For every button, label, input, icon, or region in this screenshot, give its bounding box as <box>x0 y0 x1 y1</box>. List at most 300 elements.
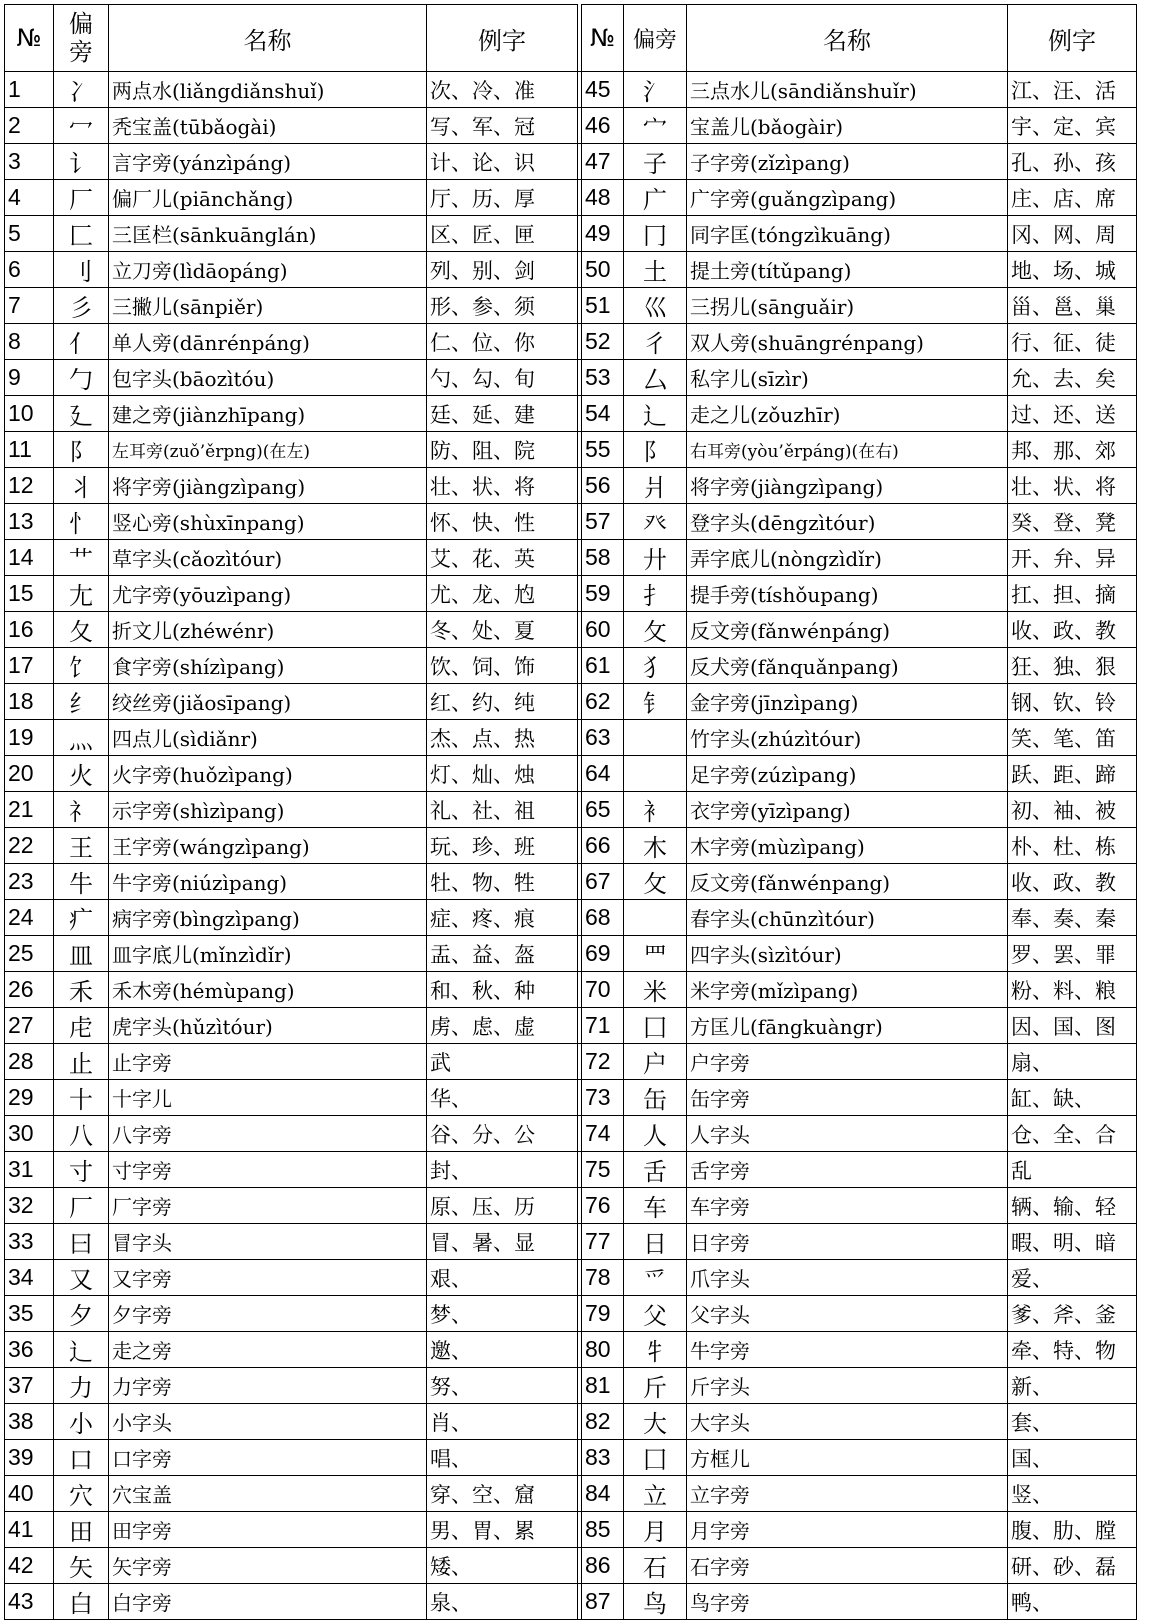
radical-name: 言字旁(yánzìpáng) <box>109 144 427 180</box>
radical-glyph: 车 <box>624 1188 687 1224</box>
row-number: 49 <box>582 216 624 252</box>
radical-glyph: 纟 <box>54 684 109 720</box>
row-number: 52 <box>582 324 624 360</box>
radical-glyph: 厶 <box>624 360 687 396</box>
row-number: 50 <box>582 252 624 288</box>
header-number: № <box>5 5 54 72</box>
radical-name: 石字旁 <box>687 1548 1008 1584</box>
radical-glyph <box>624 900 687 936</box>
radical-name: 三匡栏(sānkuānglán) <box>109 216 427 252</box>
radical-glyph: 扌 <box>624 576 687 612</box>
row-number: 38 <box>5 1404 54 1440</box>
radical-name: 矢字旁 <box>109 1548 427 1584</box>
table-row <box>5 828 1137 864</box>
row-number: 31 <box>5 1152 54 1188</box>
radical-name: 将字旁(jiàngzìpang) <box>687 468 1008 504</box>
radical-glyph: 丬 <box>54 468 109 504</box>
row-number: 74 <box>582 1116 624 1152</box>
radical-glyph: 白 <box>54 1584 109 1620</box>
example-characters: 唱、 <box>427 1440 578 1476</box>
radical-glyph: 牛 <box>54 864 109 900</box>
table-row <box>5 756 1137 792</box>
radical-name: 绞丝旁(jiǎosīpang) <box>109 684 427 720</box>
radical-name: 八字旁 <box>109 1116 427 1152</box>
example-characters: 钢、钦、铃 <box>1008 684 1137 720</box>
example-characters: 冒、暑、显 <box>427 1224 578 1260</box>
example-characters: 套、 <box>1008 1404 1137 1440</box>
row-number: 80 <box>582 1332 624 1368</box>
table-row <box>5 1080 1137 1116</box>
row-number: 8 <box>5 324 54 360</box>
header-radical <box>54 5 109 72</box>
radical-name: 木字旁(mùzìpang) <box>687 828 1008 864</box>
row-number: 34 <box>5 1260 54 1296</box>
radical-name: 单人旁(dānrénpáng) <box>109 324 427 360</box>
radical-glyph: 矢 <box>54 1548 109 1584</box>
row-number: 40 <box>5 1476 54 1512</box>
radical-glyph: 刂 <box>54 252 109 288</box>
radical-name: 食字旁(shízìpang) <box>109 648 427 684</box>
radical-glyph: 爫 <box>624 1260 687 1296</box>
row-number: 87 <box>582 1584 624 1620</box>
radical-name: 寸字旁 <box>109 1152 427 1188</box>
row-number: 67 <box>582 864 624 900</box>
row-number: 19 <box>5 720 54 756</box>
table-row <box>5 684 1137 720</box>
radical-name: 立字旁 <box>687 1476 1008 1512</box>
table-row <box>5 1296 1137 1332</box>
radical-name: 提手旁(tíshǒupang) <box>687 576 1008 612</box>
table-row <box>5 1368 1137 1404</box>
table-row <box>5 972 1137 1008</box>
example-characters: 和、秋、种 <box>427 972 578 1008</box>
radical-name: 皿字底儿(mǐnzìdǐr) <box>109 936 427 972</box>
radical-name: 建之旁(jiànzhīpang) <box>109 396 427 432</box>
header-row <box>5 5 1137 72</box>
table-row <box>5 648 1137 684</box>
radical-name: 舌字旁 <box>687 1152 1008 1188</box>
example-characters: 爱、 <box>1008 1260 1137 1296</box>
example-characters: 形、参、须 <box>427 288 578 324</box>
table-row <box>5 252 1137 288</box>
example-characters: 仁、位、你 <box>427 324 578 360</box>
radical-name: 左耳旁(zuǒ’ěrpng)(在左) <box>109 432 427 468</box>
radical-name: 十字儿 <box>109 1080 427 1116</box>
radical-name: 牛字旁(niúzìpang) <box>109 864 427 900</box>
radical-glyph: 廴 <box>54 396 109 432</box>
radical-name: 四字头(sìzìtóur) <box>687 936 1008 972</box>
row-number: 4 <box>5 180 54 216</box>
radical-name: 春字头(chūnzìtóur) <box>687 900 1008 936</box>
radical-glyph: 木 <box>624 828 687 864</box>
radical-glyph: 小 <box>54 1404 109 1440</box>
radical-name: 竖心旁(shùxīnpang) <box>109 504 427 540</box>
row-number: 85 <box>582 1512 624 1548</box>
example-characters: 玩、珍、班 <box>427 828 578 864</box>
radical-name: 车字旁 <box>687 1188 1008 1224</box>
radical-name: 爪字头 <box>687 1260 1008 1296</box>
radical-glyph <box>624 756 687 792</box>
table-row <box>5 1548 1137 1584</box>
example-characters: 粉、料、粮 <box>1008 972 1137 1008</box>
radical-name: 折文儿(zhéwénr) <box>109 612 427 648</box>
row-number: 57 <box>582 504 624 540</box>
radical-glyph: 礻 <box>54 792 109 828</box>
radical-glyph: 辶 <box>54 1332 109 1368</box>
radical-glyph: 斤 <box>624 1368 687 1404</box>
radical-name: 反文旁(fǎnwénpáng) <box>687 612 1008 648</box>
example-characters: 杰、点、热 <box>427 720 578 756</box>
radical-name: 右耳旁(yòu’ěrpáng)(在右) <box>687 432 1008 468</box>
example-characters: 收、政、教 <box>1008 612 1137 648</box>
example-characters: 孔、孙、孩 <box>1008 144 1137 180</box>
radical-name: 夕字旁 <box>109 1296 427 1332</box>
radical-name: 同字匡(tóngzìkuāng) <box>687 216 1008 252</box>
example-characters: 冬、处、夏 <box>427 612 578 648</box>
radical-name: 走之儿(zǒuzhīr) <box>687 396 1008 432</box>
table-row <box>5 936 1137 972</box>
example-characters: 甾、邕、巢 <box>1008 288 1137 324</box>
example-characters: 缸、缺、 <box>1008 1080 1137 1116</box>
example-characters: 地、场、城 <box>1008 252 1137 288</box>
radical-glyph: 月 <box>624 1512 687 1548</box>
radical-name: 厂字旁 <box>109 1188 427 1224</box>
radical-name: 示字旁(shìzìpang) <box>109 792 427 828</box>
example-characters: 武 <box>427 1044 578 1080</box>
row-number: 55 <box>582 432 624 468</box>
example-characters: 计、论、识 <box>427 144 578 180</box>
radical-name: 方框儿 <box>687 1440 1008 1476</box>
example-characters: 研、砂、磊 <box>1008 1548 1137 1584</box>
radical-glyph: 忄 <box>54 504 109 540</box>
example-characters: 仓、全、合 <box>1008 1116 1137 1152</box>
radical-name: 三撇儿(sānpiěr) <box>109 288 427 324</box>
radical-name: 力字旁 <box>109 1368 427 1404</box>
radical-name: 尤字旁(yōuzìpang) <box>109 576 427 612</box>
table-row <box>5 1152 1137 1188</box>
radical-glyph: 土 <box>624 252 687 288</box>
example-characters: 盂、益、盔 <box>427 936 578 972</box>
radical-name: 穴宝盖 <box>109 1476 427 1512</box>
example-characters: 廷、延、建 <box>427 396 578 432</box>
radical-glyph: 匚 <box>54 216 109 252</box>
example-characters: 因、国、图 <box>1008 1008 1137 1044</box>
table-row <box>5 1476 1137 1512</box>
row-number: 20 <box>5 756 54 792</box>
row-number: 33 <box>5 1224 54 1260</box>
table-row <box>5 720 1137 756</box>
row-number: 83 <box>582 1440 624 1476</box>
radical-name: 子字旁(zǐzìpang) <box>687 144 1008 180</box>
radical-name: 两点水(liǎngdiǎnshuǐ) <box>109 72 427 108</box>
radical-glyph: 十 <box>54 1080 109 1116</box>
radical-glyph: 立 <box>624 1476 687 1512</box>
radical-name: 反文旁(fǎnwénpang) <box>687 864 1008 900</box>
radical-glyph: 又 <box>54 1260 109 1296</box>
radical-glyph: 火 <box>54 756 109 792</box>
row-number: 24 <box>5 900 54 936</box>
radical-name: 冒字头 <box>109 1224 427 1260</box>
row-number: 71 <box>582 1008 624 1044</box>
radical-glyph: 父 <box>624 1296 687 1332</box>
row-number: 62 <box>582 684 624 720</box>
row-number: 22 <box>5 828 54 864</box>
table-row <box>5 900 1137 936</box>
radical-glyph: 田 <box>54 1512 109 1548</box>
table-row <box>5 108 1137 144</box>
example-characters: 努、 <box>427 1368 578 1404</box>
row-number: 3 <box>5 144 54 180</box>
table-row <box>5 468 1137 504</box>
table-row <box>5 504 1137 540</box>
radical-name: 病字旁(bìngzìpang) <box>109 900 427 936</box>
table-row <box>5 612 1137 648</box>
row-number: 9 <box>5 360 54 396</box>
radical-glyph: 广 <box>624 180 687 216</box>
table-row <box>5 1188 1137 1224</box>
radical-name: 弄字底儿(nòngzìdǐr) <box>687 540 1008 576</box>
row-number: 82 <box>582 1404 624 1440</box>
example-characters: 礼、社、祖 <box>427 792 578 828</box>
radical-glyph: 冫 <box>54 72 109 108</box>
radical-name: 反犬旁(fǎnquǎnpang) <box>687 648 1008 684</box>
example-characters: 过、还、送 <box>1008 396 1137 432</box>
row-number: 51 <box>582 288 624 324</box>
table-row <box>5 72 1137 108</box>
example-characters: 开、弁、异 <box>1008 540 1137 576</box>
row-number: 63 <box>582 720 624 756</box>
radical-name: 牛字旁 <box>687 1332 1008 1368</box>
row-number: 53 <box>582 360 624 396</box>
row-number: 43 <box>5 1584 54 1620</box>
radical-glyph: 巛 <box>624 288 687 324</box>
radical-glyph: 禾 <box>54 972 109 1008</box>
example-characters: 朴、杜、栋 <box>1008 828 1137 864</box>
header-radical-right: 偏旁 <box>624 5 687 72</box>
example-characters: 灯、灿、烛 <box>427 756 578 792</box>
radical-name: 竹字头(zhúzìtóur) <box>687 720 1008 756</box>
example-characters: 江、汪、活 <box>1008 72 1137 108</box>
example-characters: 饮、饲、饰 <box>427 648 578 684</box>
radical-name: 户字旁 <box>687 1044 1008 1080</box>
radical-glyph: 王 <box>54 828 109 864</box>
radical-name: 父字头 <box>687 1296 1008 1332</box>
radical-glyph: 寸 <box>54 1152 109 1188</box>
row-number: 39 <box>5 1440 54 1476</box>
row-number: 81 <box>582 1368 624 1404</box>
row-number: 15 <box>5 576 54 612</box>
header-examples: 例字 <box>427 5 578 72</box>
example-characters: 红、约、纯 <box>427 684 578 720</box>
table-row <box>5 864 1137 900</box>
example-characters: 尤、龙、尥 <box>427 576 578 612</box>
row-number: 12 <box>5 468 54 504</box>
row-number: 65 <box>582 792 624 828</box>
radical-name: 缶字旁 <box>687 1080 1008 1116</box>
row-number: 84 <box>582 1476 624 1512</box>
example-characters: 庄、店、席 <box>1008 180 1137 216</box>
radical-glyph: 尢 <box>54 576 109 612</box>
table-row <box>5 1224 1137 1260</box>
radical-glyph: 彳 <box>624 324 687 360</box>
radical-glyph: 廾 <box>624 540 687 576</box>
example-characters: 肖、 <box>427 1404 578 1440</box>
row-number: 35 <box>5 1296 54 1332</box>
example-characters: 扇、 <box>1008 1044 1137 1080</box>
radical-glyph: 阝 <box>624 432 687 468</box>
example-characters: 矮、 <box>427 1548 578 1584</box>
radical-glyph: 夂 <box>54 612 109 648</box>
table-row <box>5 1332 1137 1368</box>
radical-name: 提土旁(títǔpang) <box>687 252 1008 288</box>
radical-glyph: 舌 <box>624 1152 687 1188</box>
example-characters: 泉、 <box>427 1584 578 1620</box>
radical-table <box>4 4 1137 1620</box>
row-number: 61 <box>582 648 624 684</box>
row-number: 59 <box>582 576 624 612</box>
header-name-right: 名称 <box>687 5 1008 72</box>
radical-name: 草字头(cǎozìtóur) <box>109 540 427 576</box>
radical-glyph: 讠 <box>54 144 109 180</box>
header-number-right: № <box>582 5 624 72</box>
example-characters: 癸、登、凳 <box>1008 504 1137 540</box>
radical-name: 王字旁(wángzìpang) <box>109 828 427 864</box>
radical-name: 月字旁 <box>687 1512 1008 1548</box>
row-number: 76 <box>582 1188 624 1224</box>
row-number: 2 <box>5 108 54 144</box>
example-characters: 防、阻、院 <box>427 432 578 468</box>
radical-name: 包字头(bāozìtóu) <box>109 360 427 396</box>
radical-glyph: 鸟 <box>624 1584 687 1620</box>
table-row <box>5 1116 1137 1152</box>
row-number: 70 <box>582 972 624 1008</box>
radical-glyph: 力 <box>54 1368 109 1404</box>
radical-glyph: 疒 <box>54 900 109 936</box>
radical-glyph: 囗 <box>624 1440 687 1476</box>
row-number: 30 <box>5 1116 54 1152</box>
radical-name: 宝盖儿(bǎogàir) <box>687 108 1008 144</box>
row-number: 7 <box>5 288 54 324</box>
table-row <box>5 1512 1137 1548</box>
radical-name: 四点儿(sìdiǎnr) <box>109 720 427 756</box>
radical-glyph: 子 <box>624 144 687 180</box>
radical-glyph: 亻 <box>54 324 109 360</box>
radical-glyph: 勹 <box>54 360 109 396</box>
example-characters: 男、胃、累 <box>427 1512 578 1548</box>
radical-glyph: 八 <box>54 1116 109 1152</box>
header-name: 名称 <box>109 5 427 72</box>
row-number: 25 <box>5 936 54 972</box>
radical-glyph: 爿 <box>624 468 687 504</box>
row-number: 75 <box>582 1152 624 1188</box>
radical-glyph: 户 <box>624 1044 687 1080</box>
radical-name: 鸟字旁 <box>687 1584 1008 1620</box>
row-number: 5 <box>5 216 54 252</box>
table-row <box>5 396 1137 432</box>
header-radical-text: 偏旁 <box>69 10 93 66</box>
table-row <box>5 432 1137 468</box>
example-characters: 区、匠、匣 <box>427 216 578 252</box>
radical-name: 禾木旁(hémùpang) <box>109 972 427 1008</box>
row-number: 66 <box>582 828 624 864</box>
row-number: 60 <box>582 612 624 648</box>
radical-glyph: 人 <box>624 1116 687 1152</box>
example-characters: 狂、独、狠 <box>1008 648 1137 684</box>
row-number: 36 <box>5 1332 54 1368</box>
row-number: 64 <box>582 756 624 792</box>
row-number: 1 <box>5 72 54 108</box>
radical-glyph: 厂 <box>54 1188 109 1224</box>
radical-name: 虎字头(hǔzìtóur) <box>109 1008 427 1044</box>
radical-name: 口字旁 <box>109 1440 427 1476</box>
example-characters: 艾、花、英 <box>427 540 578 576</box>
row-number: 41 <box>5 1512 54 1548</box>
row-number: 68 <box>582 900 624 936</box>
row-number: 11 <box>5 432 54 468</box>
radical-name: 双人旁(shuāngrénpang) <box>687 324 1008 360</box>
radical-glyph: 厂 <box>54 180 109 216</box>
radical-name: 田字旁 <box>109 1512 427 1548</box>
radical-glyph: 犭 <box>624 648 687 684</box>
row-number: 21 <box>5 792 54 828</box>
example-characters: 次、冷、准 <box>427 72 578 108</box>
header-examples-right: 例字 <box>1008 5 1137 72</box>
example-characters: 辆、输、轻 <box>1008 1188 1137 1224</box>
row-number: 42 <box>5 1548 54 1584</box>
radical-glyph: 灬 <box>54 720 109 756</box>
example-characters: 奉、奏、秦 <box>1008 900 1137 936</box>
radical-name: 金字旁(jīnzìpang) <box>687 684 1008 720</box>
example-characters: 壮、状、将 <box>1008 468 1137 504</box>
table-row <box>5 1008 1137 1044</box>
row-number: 28 <box>5 1044 54 1080</box>
example-characters: 症、疼、痕 <box>427 900 578 936</box>
row-number: 72 <box>582 1044 624 1080</box>
table-row <box>5 360 1137 396</box>
radical-glyph: 穴 <box>54 1476 109 1512</box>
example-characters: 列、别、剑 <box>427 252 578 288</box>
row-number: 13 <box>5 504 54 540</box>
radical-name: 走之旁 <box>109 1332 427 1368</box>
row-number: 79 <box>582 1296 624 1332</box>
example-characters: 罗、罢、罪 <box>1008 936 1137 972</box>
example-characters: 新、 <box>1008 1368 1137 1404</box>
table-row <box>5 216 1137 252</box>
example-characters: 初、袖、被 <box>1008 792 1137 828</box>
example-characters: 爹、斧、釜 <box>1008 1296 1137 1332</box>
radical-name: 衣字旁(yīzìpang) <box>687 792 1008 828</box>
example-characters: 竖、 <box>1008 1476 1137 1512</box>
radical-name: 秃宝盖(tūbǎogài) <box>109 108 427 144</box>
example-characters: 写、军、冠 <box>427 108 578 144</box>
radical-glyph: 曰 <box>54 1224 109 1260</box>
example-characters: 宇、定、宾 <box>1008 108 1137 144</box>
row-number: 47 <box>582 144 624 180</box>
radical-name: 立刀旁(lìdāopáng) <box>109 252 427 288</box>
row-number: 26 <box>5 972 54 1008</box>
row-number: 37 <box>5 1368 54 1404</box>
row-number: 73 <box>582 1080 624 1116</box>
row-number: 69 <box>582 936 624 972</box>
table-row <box>5 1404 1137 1440</box>
radical-glyph: 石 <box>624 1548 687 1584</box>
table-row <box>5 576 1137 612</box>
row-number: 45 <box>582 72 624 108</box>
row-number: 17 <box>5 648 54 684</box>
table-row <box>5 1044 1137 1080</box>
radical-glyph: 冖 <box>54 108 109 144</box>
radical-name: 日字旁 <box>687 1224 1008 1260</box>
